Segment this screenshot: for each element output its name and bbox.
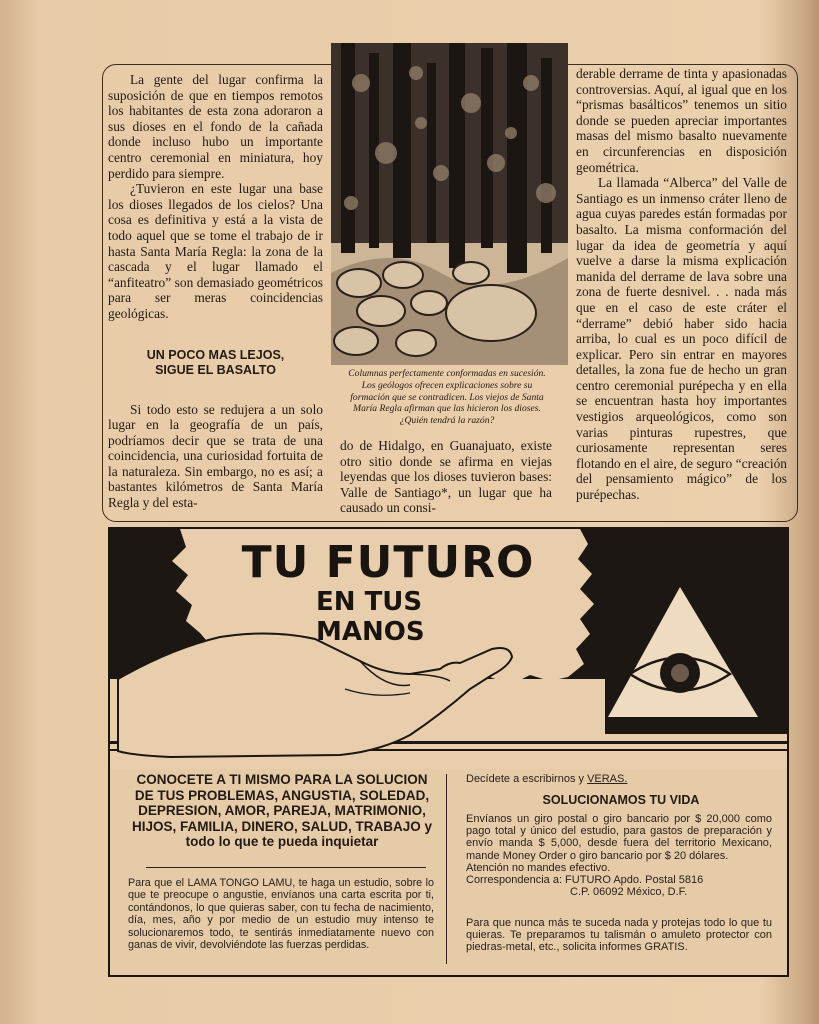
ad-payment-text: Envíanos un giro postal o giro bancario por $ 20,000 como pago total y único del estudio, para gastos de preparación y envío manda $ 5,000, desde fuera del territorio Mexicano, mande Money Order o giro bancario por $ 20 dólares.	[466, 813, 772, 862]
ad-divider-horizontal	[146, 867, 426, 868]
ad-right-intro	[466, 773, 776, 786]
ad-subtitle-line: EN TUS	[316, 587, 423, 617]
ad-subtitle-line: MANOS	[316, 617, 425, 647]
ad-divider-vertical	[446, 774, 447, 964]
ad-banner	[110, 529, 787, 769]
ad-subtitle	[316, 587, 446, 647]
article-paragraph: ¿Tuvieron en este lugar una base los dioses llegados de los cielos? Una cosa es definitiva y está a la vista de todo aquel que se tome el trabajo de ir hasta Santa María Regla: la zona de la cascada y el lugar llamado el “anfiteatro” son demasiado geométricos para ser meras coincidencias geológicas.	[108, 181, 323, 321]
ad-note: Atención no mandes efectivo.	[466, 861, 611, 874]
article-paragraph: Si todo esto se redujera a un solo lugar en la geografía de un país, podríamos decir que se trata de una coincidencia, una curiosidad fortuita de la naturaleza. Sin embargo, no es así; a bastantes kilómetros de Santa María Regla y del esta-	[108, 401, 323, 511]
article-paragraph: do de Hidalgo, en Guanajuato, existe otro sitio donde se afirma en viejas leyendas que los dioses tuvieron bases: Valle de Santiago*, un lugar que ha causado un consi-	[340, 438, 552, 516]
article-paragraph: La gente del lugar confirma la suposición de que en tiempos remotos los habitantes de esta zona adoraron a sus dioses en el fondo de la cañada donde incluso hubo un importante centro ceremonial en miniatura, hoy perdido para siempre.	[108, 72, 323, 181]
ad-right-body	[466, 813, 772, 898]
ad-intro-text: Decídete a escribirnos y	[466, 773, 584, 785]
ad-intro-emphasis: VERAS.	[587, 773, 628, 785]
ad-right-footer: Para que nunca más te suceda nada y protejas todo lo que tu quieras. Te preparamos tu talismán o amuleto protector con piedras-metal, etc., solicita informes GRATIS.	[466, 917, 772, 954]
forest-rocks-illustration	[331, 43, 568, 365]
ad-title: TU FUTURO	[241, 537, 535, 588]
subhead-line: UN POCO MAS LEJOS,	[146, 347, 285, 362]
basalt-columns-photo	[331, 43, 568, 365]
advertisement	[108, 527, 789, 977]
photo-caption: Columnas perfectamente conformadas en sucesión. Los geólogos ofrecen explicaciones sobre su formación que se contradicen. Los viejos de Santa María Regla afirman que las hicieron los dioses. ¿Quién tendrá la razón?	[348, 368, 546, 427]
subhead-line: SIGUE EL BASALTO	[155, 362, 276, 377]
article-paragraph: derable derrame de tinta y apasionadas controversias. Aquí, al igual que en los “prismas basálticos” tenemos un sitio donde se pueden apreciar importantes masas del mismo basalto nuevamente en circunferencias en disposición geométrica.	[576, 66, 787, 175]
article-paragraph: La llamada “Alberca” del Valle de Santiago es un inmenso cráter lleno de agua cuyas paredes están formadas por basalto. La misma conformación del lugar da idea de geometría y aquí vuelve a darse la misma explicación manida del derrame de lava sobre una zona de fuerte desnivel. . . nada más que en el caso de este cráter el “derrame” debió haber sido hacia arriba, lo cual es un poco difícil de explicar. Pero sin entrar en mayores detalles, la zona fue de hecho un gran centro ceremonial purépecha y en ella se encuentran hasta hoy importantes vestigios arqueológicos, como son varias pinturas rupestres, que curiosamente representan seres flotando en el aire, de seguro “creación del pensamiento mágico” de los purépechas.	[576, 175, 787, 503]
ad-correspondence: Correspondencia a: FUTURO Apdo. Postal 5816	[466, 874, 704, 887]
ad-left-body: Para que el LAMA TONGO LAMU, te haga un estudio, sobre lo que te preocupe o angustie, envíanos una carta escrita por ti, contándonos, lo que quieras saber, con tu fecha de nacimiento, día, mes, año y por medio de un estudio muy intenso te solucionaremos todo, te sentirás inmediatamente nuevo con ganas de vivir, devolviéndote las fuerzas perdidas.	[128, 877, 434, 952]
ad-right-heading: SOLUCIONAMOS TU VIDA	[542, 793, 700, 807]
ad-address: C.P. 06092 México, D.F.	[570, 886, 688, 899]
ad-left-heading: CONOCETE A TI MISMO PARA LA SOLUCION DE TUS PROBLEMAS, ANGUSTIA, SOLEDAD, DEPRESION, AMOR, PAREJA, MATRIMONIO, HIJOS, FAMILIA, DINERO, SALUD, TRABAJO y todo lo que te pueda inquietar	[131, 772, 433, 849]
